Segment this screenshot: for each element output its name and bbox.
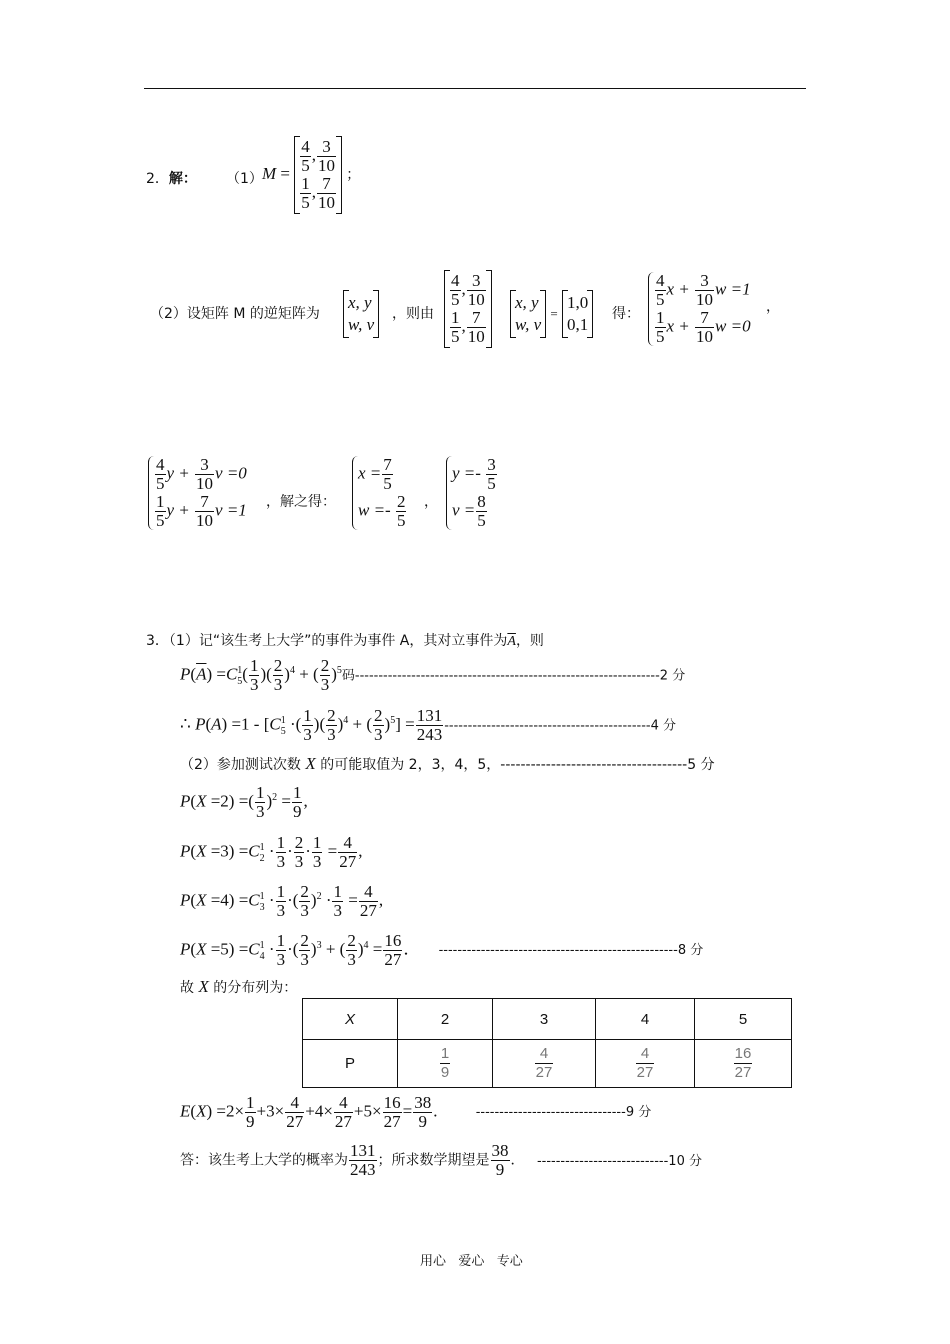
eq-PX3: $P(X =3) =C_2^1$ · $\frac{1}{3}$ · $\frac{2}{3}$ · $\frac{1}{3}$ = $\frac{4}{27}$ , [180,833,363,871]
distribution-table [302,998,792,1088]
eq-P-Abar: $P(\overline{A}) =C_5^1$( $\frac{1}{3}$ )( $\frac{2}{3}$ )$^4$ + ( $\frac{2}{3}$ )$^5$码-----------------------------------------------------------------2 分 [180,656,686,694]
inverse-matrix: x, y w, v [343,290,379,338]
part1-label: （1） [226,171,263,187]
problem-2-label: 2．解： [146,171,197,187]
table-cell: $\frac{16}{27}$ [695,1040,792,1088]
problem-3-intro: 3．（1）记“该生考上大学”的事件为事件 A，其对立事件为$\overline{A}$，则 [146,633,544,649]
page-footer: 用心 爱心 专心 [420,1254,523,1269]
de-text: 得： [612,306,640,322]
table-header-cell: 4 [596,999,695,1040]
table-header-cell: X [303,999,398,1040]
eq-EX: E(X) =2× $\frac{1}{9}$ +3× $\frac{4}{27}$ +4× $\frac{4}{27}$ +5× $\frac{16}{27}$ = $\frac{38}{9}$ . --------------------------------9 分 [180,1093,652,1131]
part2-text: （2）设矩阵 M 的逆矩阵为 [150,306,320,322]
eq-P-A: ∴ $P(A) =1 - [C_5^1$ ·( $\frac{1}{3}$ )( $\frac{2}{3}$ )$^4$ + ( $\frac{2}{3}$ )$^5$] = $\frac{131}{243}$ --------------------------------------------4 分 [180,706,677,744]
inverse-matrix-2: x, y w, v = 1,0 0,1 [510,290,593,338]
system-yv: $\frac{4}{5}$ y + $\frac{3}{10}$ v =0 $\frac{1}{5}$ y + $\frac{7}{10}$ v =1 [148,456,247,530]
system-xw: $\frac{4}{5}$ x + $\frac{3}{10}$ w =1 $\frac{1}{5}$ x + $\frac{7}{10}$ w =0 [648,272,751,346]
table-cell: P [303,1040,398,1088]
then-text: ，则由 [392,306,434,322]
table-row [303,1040,792,1088]
solution-xw: x = $\frac{7}{5}$ w =- $\frac{2}{5}$ [352,456,407,530]
table-header-cell: 3 [493,999,596,1040]
table-row [303,999,792,1040]
comma-2: ， [424,494,438,510]
part2-X-values: （2）参加测试次数 X 的可能取值为 2，3，4，5，-------------------------------------5 分 [180,754,715,773]
solve-text: ，解之得： [266,494,336,510]
table-header-cell: 5 [695,999,792,1040]
table-cell: $\frac{4}{27}$ [596,1040,695,1088]
dist-intro: 故 X 的分布列为： [180,977,298,996]
answer-line: 答：该生考上大学的概率为 $\frac{131}{243}$ ；所求数学期望是 $\frac{38}{9}$ ． ----------------------------10 分 [180,1141,702,1179]
table-cell: $\frac{4}{27}$ [493,1040,596,1088]
eq-PX5: $P(X =5) =C_4^1$ · $\frac{1}{3}$ ·( $\frac{2}{3}$ )$^3$ + ( $\frac{2}{3}$ )$^4$ = $\frac{16}{27}$ ． ---------------------------------------------------8 分 [180,931,704,969]
comma-1: ， [766,299,780,315]
table-cell: $\frac{1}{9}$ [398,1040,493,1088]
matrix-M-copy: $\frac{4}{5}$ , $\frac{3}{10}$ $\frac{1}{5}$ , $\frac{7}{10}$ [444,270,492,348]
header-rule [144,88,806,89]
eq-PX4: $P(X =4) =C_3^1$ · $\frac{1}{3}$ ·( $\frac{2}{3}$ )$^2$ · $\frac{1}{3}$ = $\frac{4}{27}$ , [180,882,384,920]
matrix-M: M = $\frac{4}{5}$ , $\frac{3}{10}$ $\frac{1}{5}$ , $\frac{7}{10}$ ； [262,137,361,212]
table-header-cell: 2 [398,999,493,1040]
eq-PX2: P(X =2) =( $\frac{1}{3}$ )$^2$ = $\frac{1}{9}$ , [180,783,308,821]
solution-yv: y =- $\frac{3}{5}$ v = $\frac{8}{5}$ [446,456,498,530]
